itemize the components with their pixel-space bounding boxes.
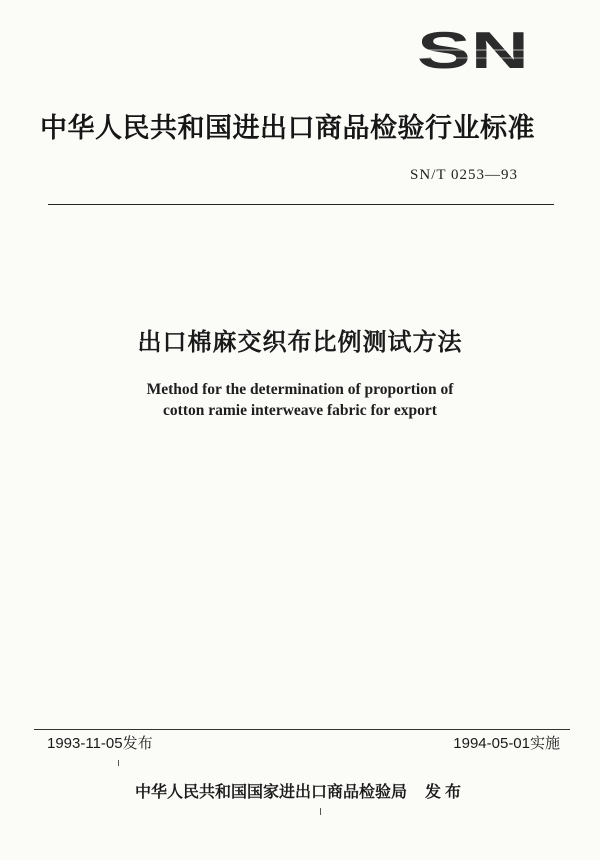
sn-logo-letters: SN (417, 24, 529, 76)
scan-speck (320, 808, 321, 815)
standard-code: SN/T 0253—93 (410, 167, 518, 183)
sn-logo-graphic (413, 24, 533, 76)
scan-speck (118, 760, 119, 766)
english-title-line-2: cotton ramie interweave fabric for export (163, 402, 437, 419)
implementation-date: 1994-05-01实施 (453, 735, 560, 752)
chinese-title: 出口棉麻交织布比例测试方法 (137, 328, 463, 356)
publish-label: 发布 (425, 782, 466, 801)
sn-logo (413, 24, 533, 76)
issue-date: 1993-11-05发布 (47, 735, 153, 752)
publisher-name: 中华人民共和国国家进出口商品检验局 (134, 782, 407, 801)
industry-standard-title: 中华人民共和国进出口商品检验行业标准 (40, 113, 535, 144)
footer-divider (34, 729, 570, 730)
publisher-line (0, 779, 600, 802)
header-divider (48, 204, 554, 205)
english-title-line-1: Method for the determination of proportion of (146, 381, 454, 398)
